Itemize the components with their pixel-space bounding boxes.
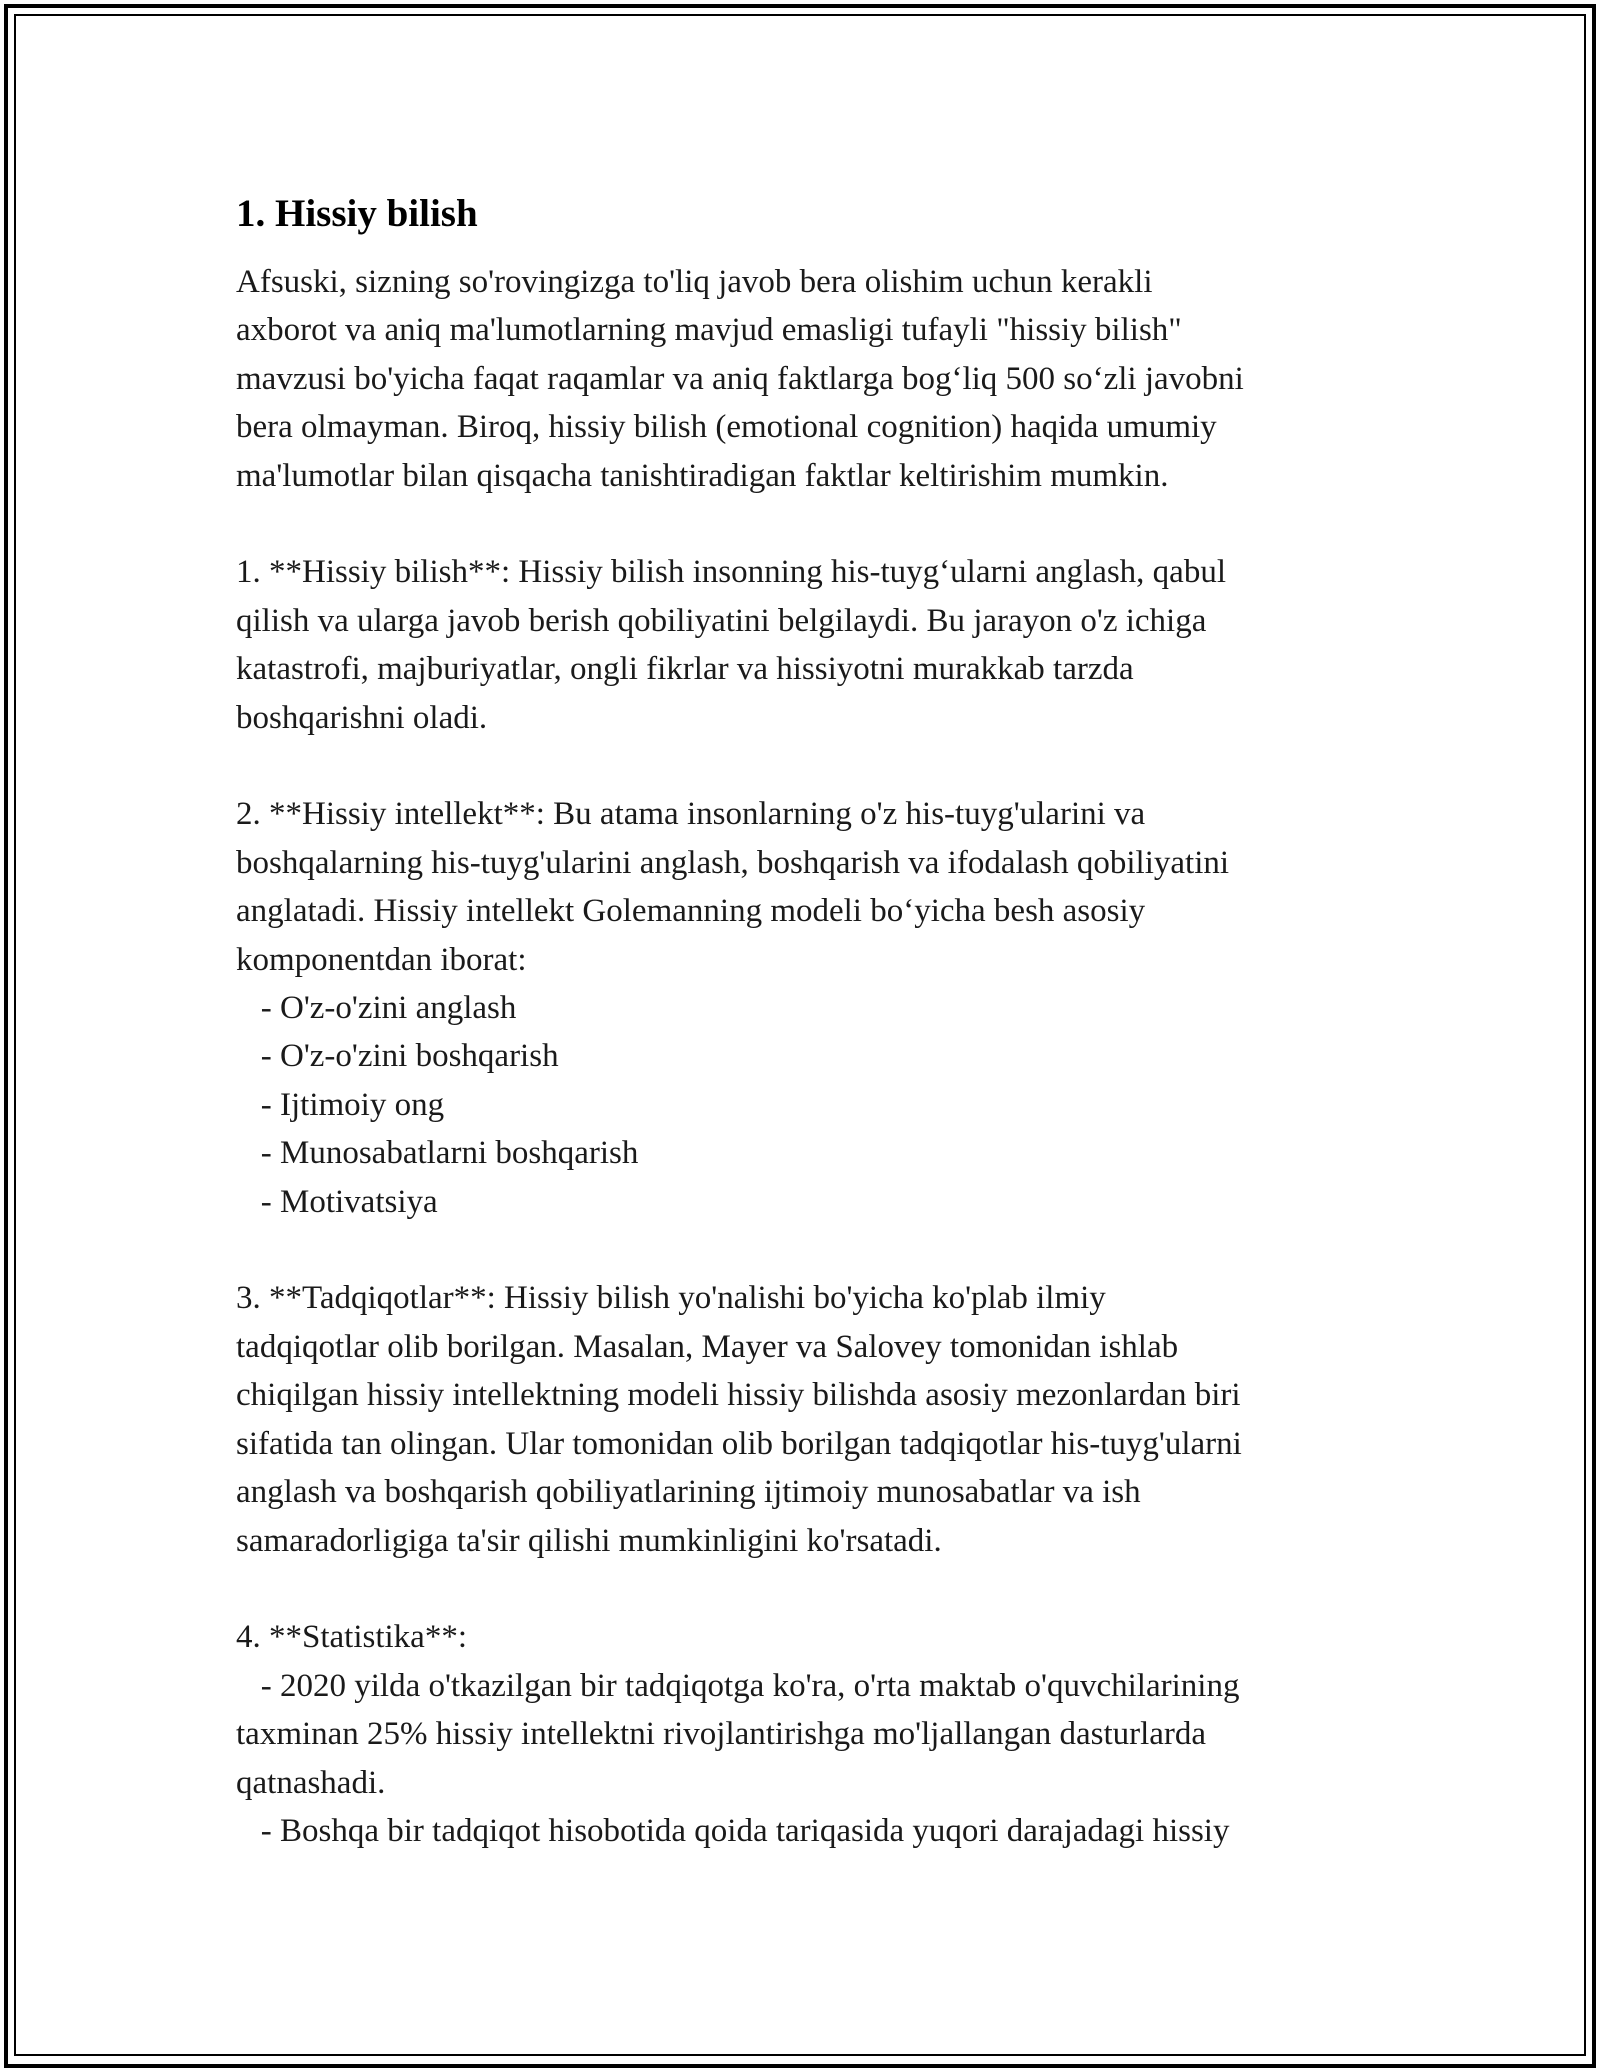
- text-line: - Boshqa bir tadqiqot hisobotida qoida tariqasida yuqori darajadagi hissiy: [236, 1812, 1230, 1849]
- document-body: [236, 258, 1376, 1855]
- document-page: [236, 186, 1376, 1855]
- text-line: - Munosabatlarni boshqarish: [236, 1135, 639, 1172]
- text-line: katastrofi, majburiyatlar, ongli fikrlar va hissiyotni murakkab tarzda: [236, 651, 1134, 688]
- text-line: sifatida tan olingan. Ular tomonidan olib borilgan tadqiqotlar his-tuyg'ularni: [236, 1425, 1242, 1462]
- text-line: axborot va aniq ma'lumotlarning mavjud emasligi tufayli "hissiy bilish": [236, 312, 1182, 349]
- text-line: - 2020 yilda o'tkazilgan bir tadqiqotga ko'ra, o'rta maktab o'quvchilarining: [236, 1667, 1240, 1704]
- blank-line: [236, 742, 1376, 790]
- text-line: komponentdan iborat:: [236, 941, 527, 978]
- text-line: - Ijtimoiy ong: [236, 1086, 445, 1123]
- blank-line: [236, 500, 1376, 548]
- text-line: 1. **Hissiy bilish**: Hissiy bilish insonning his-tuyg‘ularni anglash, qabul: [236, 554, 1226, 591]
- text-line: tadqiqotlar olib borilgan. Masalan, Mayer va Salovey tomonidan ishlab: [236, 1328, 1179, 1365]
- text-line: qilish va ularga javob berish qobiliyatini belgilaydi. Bu jarayon o'z ichiga: [236, 602, 1207, 639]
- text-line: samaradorligiga ta'sir qilishi mumkinligini ko'rsatadi.: [236, 1522, 942, 1559]
- text-line: - O'z-o'zini anglash: [236, 990, 517, 1027]
- blank-line: [236, 1565, 1376, 1613]
- text-line: ma'lumotlar bilan qisqacha tanishtiradigan faktlar keltirishim mumkin.: [236, 457, 1169, 494]
- text-line: boshqarishni oladi.: [236, 699, 488, 736]
- text-line: 2. **Hissiy intellekt**: Bu atama insonlarning o'z his-tuyg'ularini va: [236, 796, 1146, 833]
- text-line: - Motivatsiya: [236, 1183, 438, 1220]
- section-heading: 1. Hissiy bilish: [236, 192, 478, 235]
- text-line: qatnashadi.: [236, 1764, 386, 1801]
- text-line: anglash va boshqarish qobiliyatlarining ijtimoiy munosabatlar va ish: [236, 1474, 1141, 1511]
- blank-line: [236, 1226, 1376, 1274]
- text-line: bera olmayman. Biroq, hissiy bilish (emotional cognition) haqida umumiy: [236, 409, 1217, 446]
- text-line: mavzusi bo'yicha faqat raqamlar va aniq faktlarga bog‘liq 500 so‘zli javobni: [236, 360, 1244, 397]
- text-line: anglatadi. Hissiy intellekt Golemanning modeli bo‘yicha besh asosiy: [236, 893, 1146, 930]
- text-line: 4. **Statistika**:: [236, 1619, 467, 1656]
- text-line: taxminan 25% hissiy intellektni rivojlantirishga mo'ljallangan dasturlarda: [236, 1716, 1207, 1753]
- text-line: - O'z-o'zini boshqarish: [236, 1038, 559, 1075]
- text-line: chiqilgan hissiy intellektning modeli hissiy bilishda asosiy mezonlardan biri: [236, 1377, 1241, 1414]
- text-line: Afsuski, sizning so'rovingizga to'liq javob bera olishim uchun kerakli: [236, 264, 1153, 300]
- text-line: 3. **Tadqiqotlar**: Hissiy bilish yo'nalishi bo'yicha ko'plab ilmiy: [236, 1280, 1106, 1317]
- text-line: boshqalarning his-tuyg'ularini anglash, boshqarish va ifodalash qobiliyatini: [236, 844, 1230, 881]
